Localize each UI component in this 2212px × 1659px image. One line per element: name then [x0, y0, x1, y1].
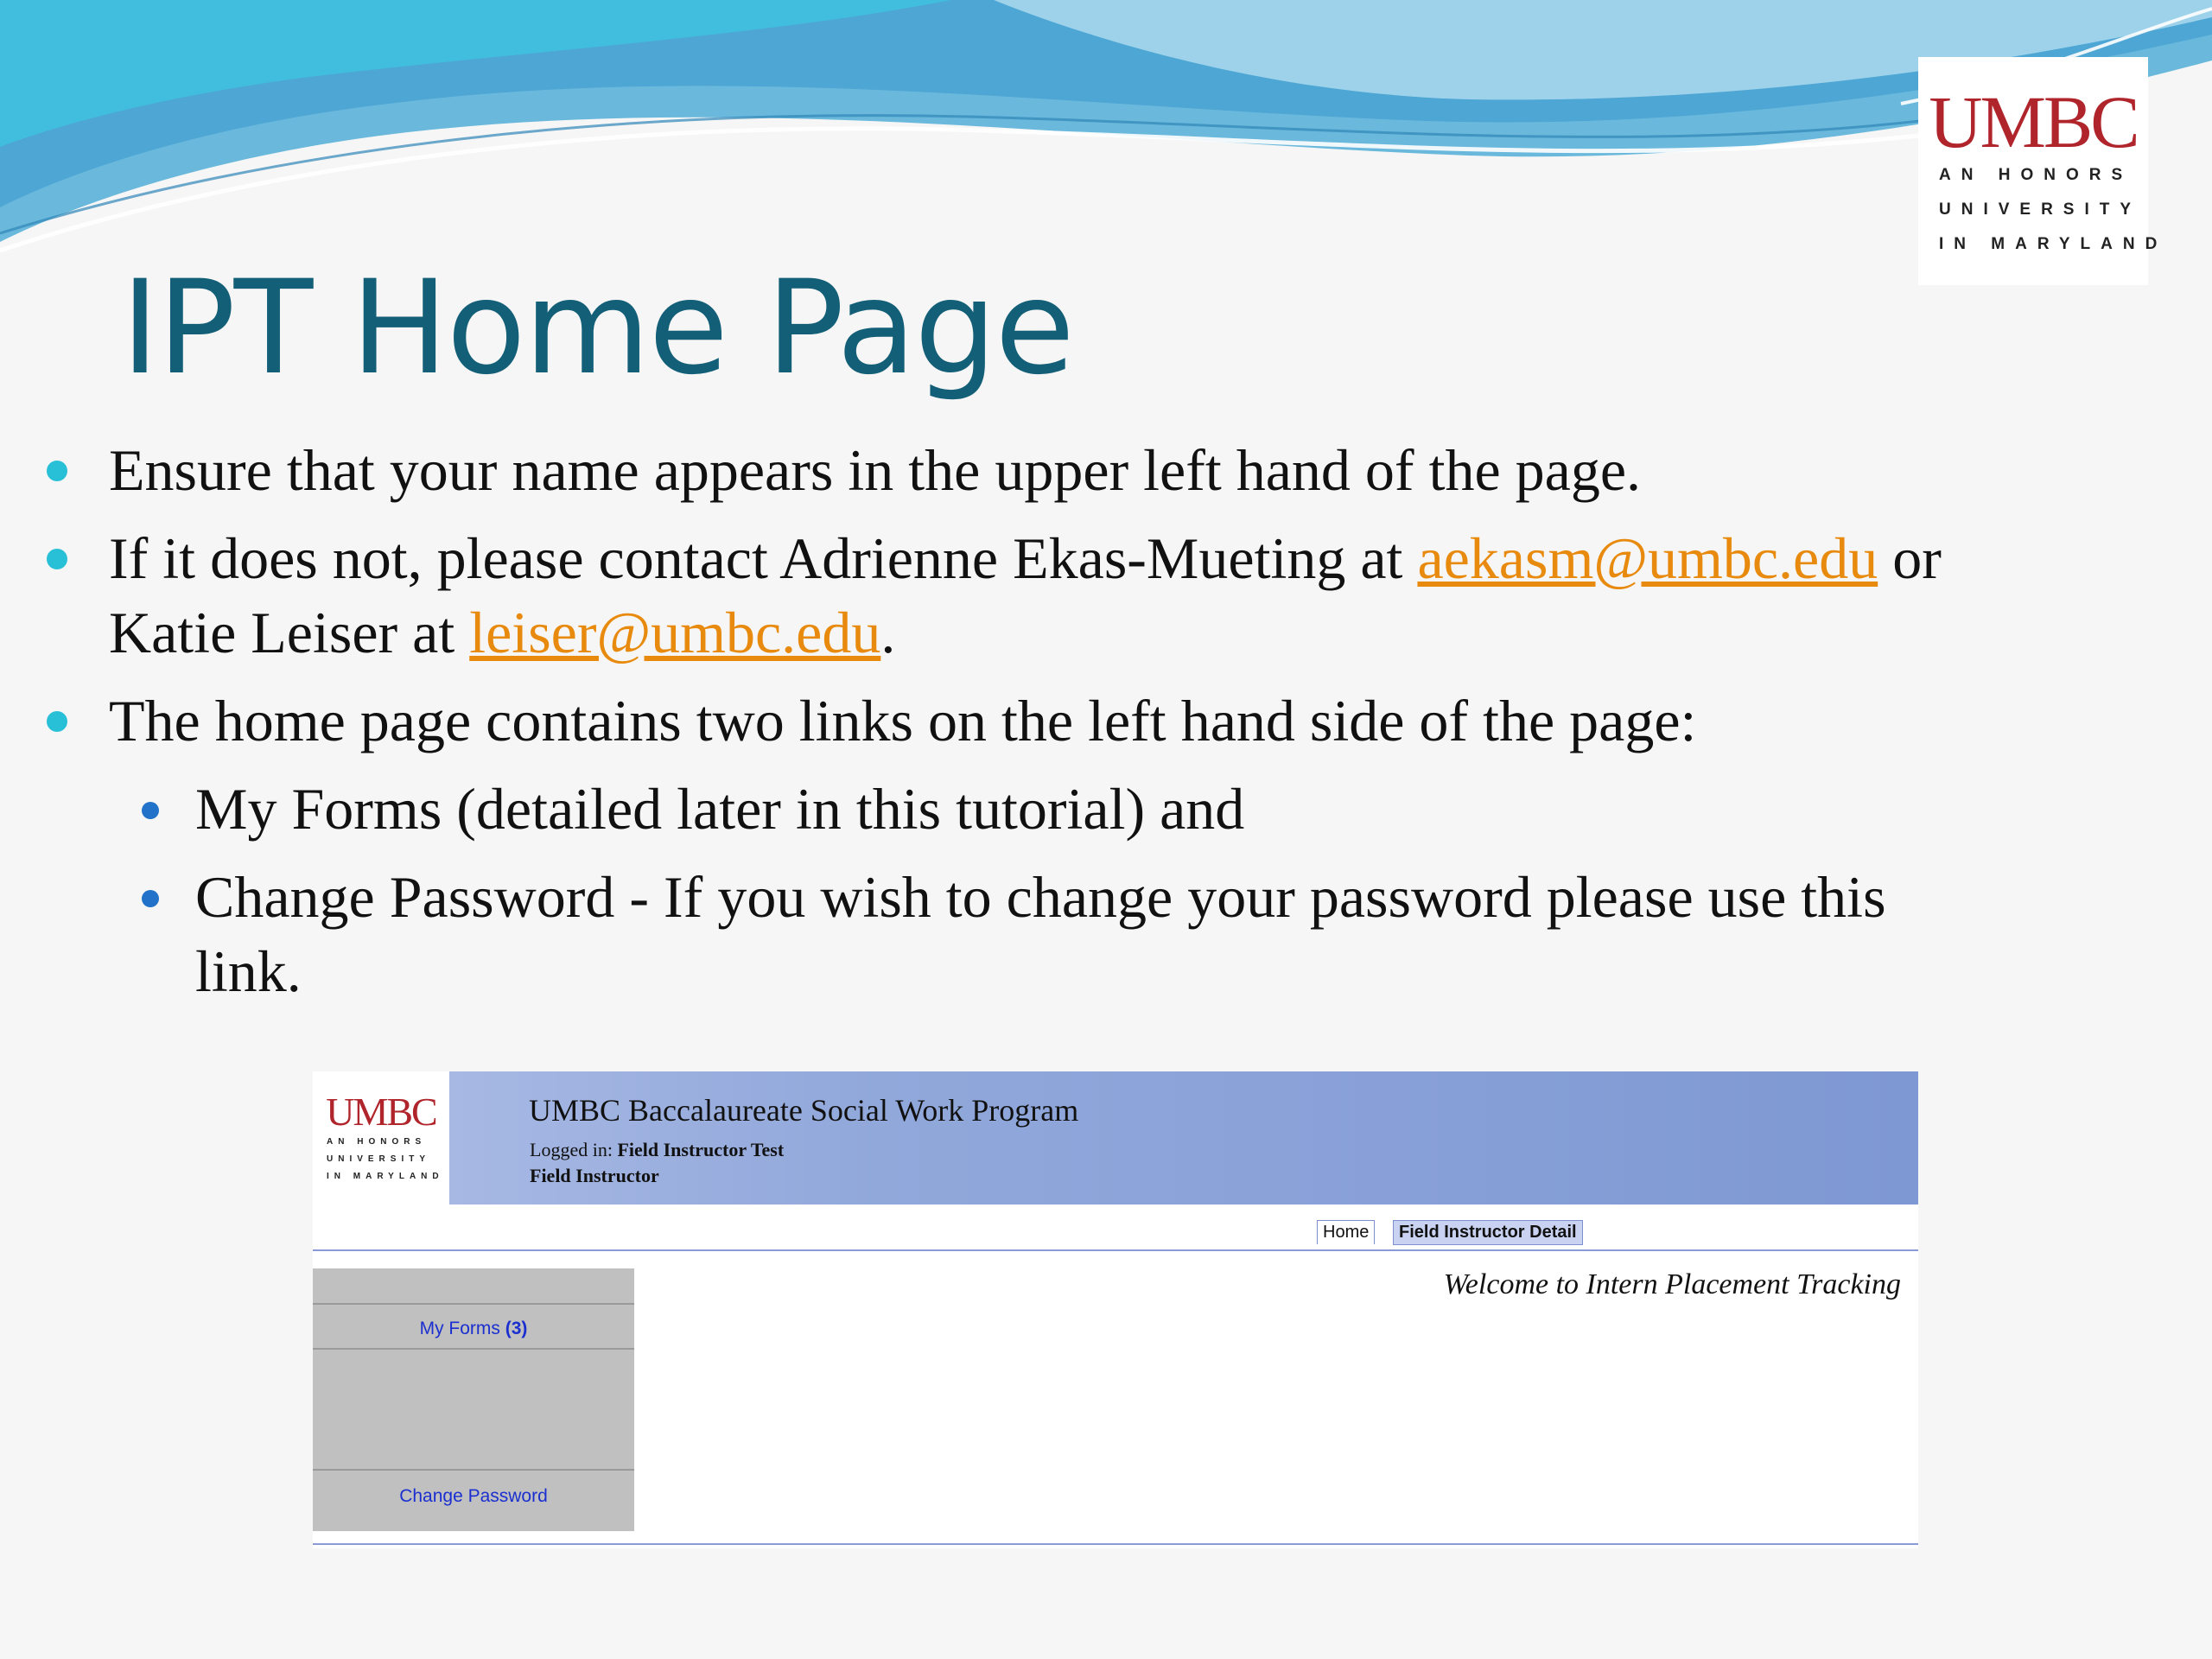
- logo-wordmark: UMBC: [1929, 80, 2138, 163]
- slide-title: IPT Home Page: [121, 253, 1073, 404]
- tab-field-instructor-detail[interactable]: Field Instructor Detail: [1393, 1220, 1583, 1245]
- bullet-2-period: .: [880, 600, 896, 665]
- bullet-dot: [47, 461, 67, 481]
- umbc-logo: [1918, 57, 2168, 285]
- app-logo-tagline-2: UNIVERSITY: [327, 1154, 431, 1164]
- my-forms-label: My Forms: [419, 1319, 500, 1338]
- logged-in-label: Logged in:: [530, 1139, 613, 1160]
- sub-bullet-dot: [142, 802, 159, 819]
- bullet-3: The home page contains two links on the left hand side of the page:: [109, 688, 1697, 753]
- sidebar-item-my-forms[interactable]: [313, 1319, 634, 1339]
- logged-in-info: [530, 1139, 784, 1161]
- footer-divider: [313, 1543, 1918, 1545]
- logo-tagline-2: UNIVERSITY: [1939, 200, 2142, 219]
- sub-bullet-2-line-2: link.: [195, 938, 302, 1004]
- app-logo: [313, 1071, 449, 1205]
- logo-tagline-3: IN MARYLAND: [1939, 235, 2168, 253]
- logo-tagline-1: AN HONORS: [1939, 166, 2133, 184]
- sidebar-item-change-password[interactable]: Change Password: [399, 1486, 548, 1506]
- sidebar-divider: [313, 1348, 634, 1350]
- tab-home[interactable]: Home: [1317, 1220, 1375, 1244]
- bullet-1: Ensure that your name appears in the upper left hand of the page.: [109, 437, 1642, 503]
- bullet-dot: [47, 711, 67, 732]
- bullet-2-text-or: or: [1878, 525, 1942, 591]
- bullet-2-text-katie: Katie Leiser at: [109, 600, 470, 665]
- email-link-leiser[interactable]: leiser@umbc.edu: [469, 600, 881, 665]
- sidebar-divider: [313, 1469, 634, 1471]
- sub-bullet-2-line-1: Change Password - If you wish to change your password please use this: [195, 864, 1886, 930]
- app-logo-tagline-1: AN HONORS: [327, 1137, 427, 1147]
- header-wave-decoration: [0, 0, 2212, 285]
- bullet-2-line-2: [109, 596, 895, 669]
- bullet-2-text: If it does not, please contact Adrienne Ekas-Mueting at: [109, 525, 1418, 591]
- ipt-screenshot: [313, 1071, 1918, 1548]
- app-logo-wordmark: UMBC: [326, 1090, 436, 1134]
- sidebar-divider: [313, 1303, 634, 1305]
- sidebar: [313, 1268, 634, 1531]
- app-logo-tagline-3: IN MARYLAND: [327, 1172, 444, 1181]
- user-role: Field Instructor: [530, 1165, 659, 1186]
- my-forms-count: (3): [505, 1319, 528, 1338]
- bullet-dot: [47, 549, 67, 569]
- email-link-aekasm[interactable]: aekasm@umbc.edu: [1417, 525, 1878, 591]
- program-title: UMBC Baccalaureate Social Work Program: [529, 1093, 1079, 1128]
- bullet-2-line-1: [109, 522, 1942, 594]
- sub-bullet-1: My Forms (detailed later in this tutorial) and: [195, 776, 1245, 842]
- logged-in-user: Field Instructor Test: [617, 1139, 785, 1160]
- sub-bullet-dot: [142, 890, 159, 907]
- app-header: [313, 1071, 1918, 1205]
- tab-divider: [313, 1249, 1918, 1251]
- welcome-message: Welcome to Intern Placement Tracking: [1443, 1268, 1901, 1300]
